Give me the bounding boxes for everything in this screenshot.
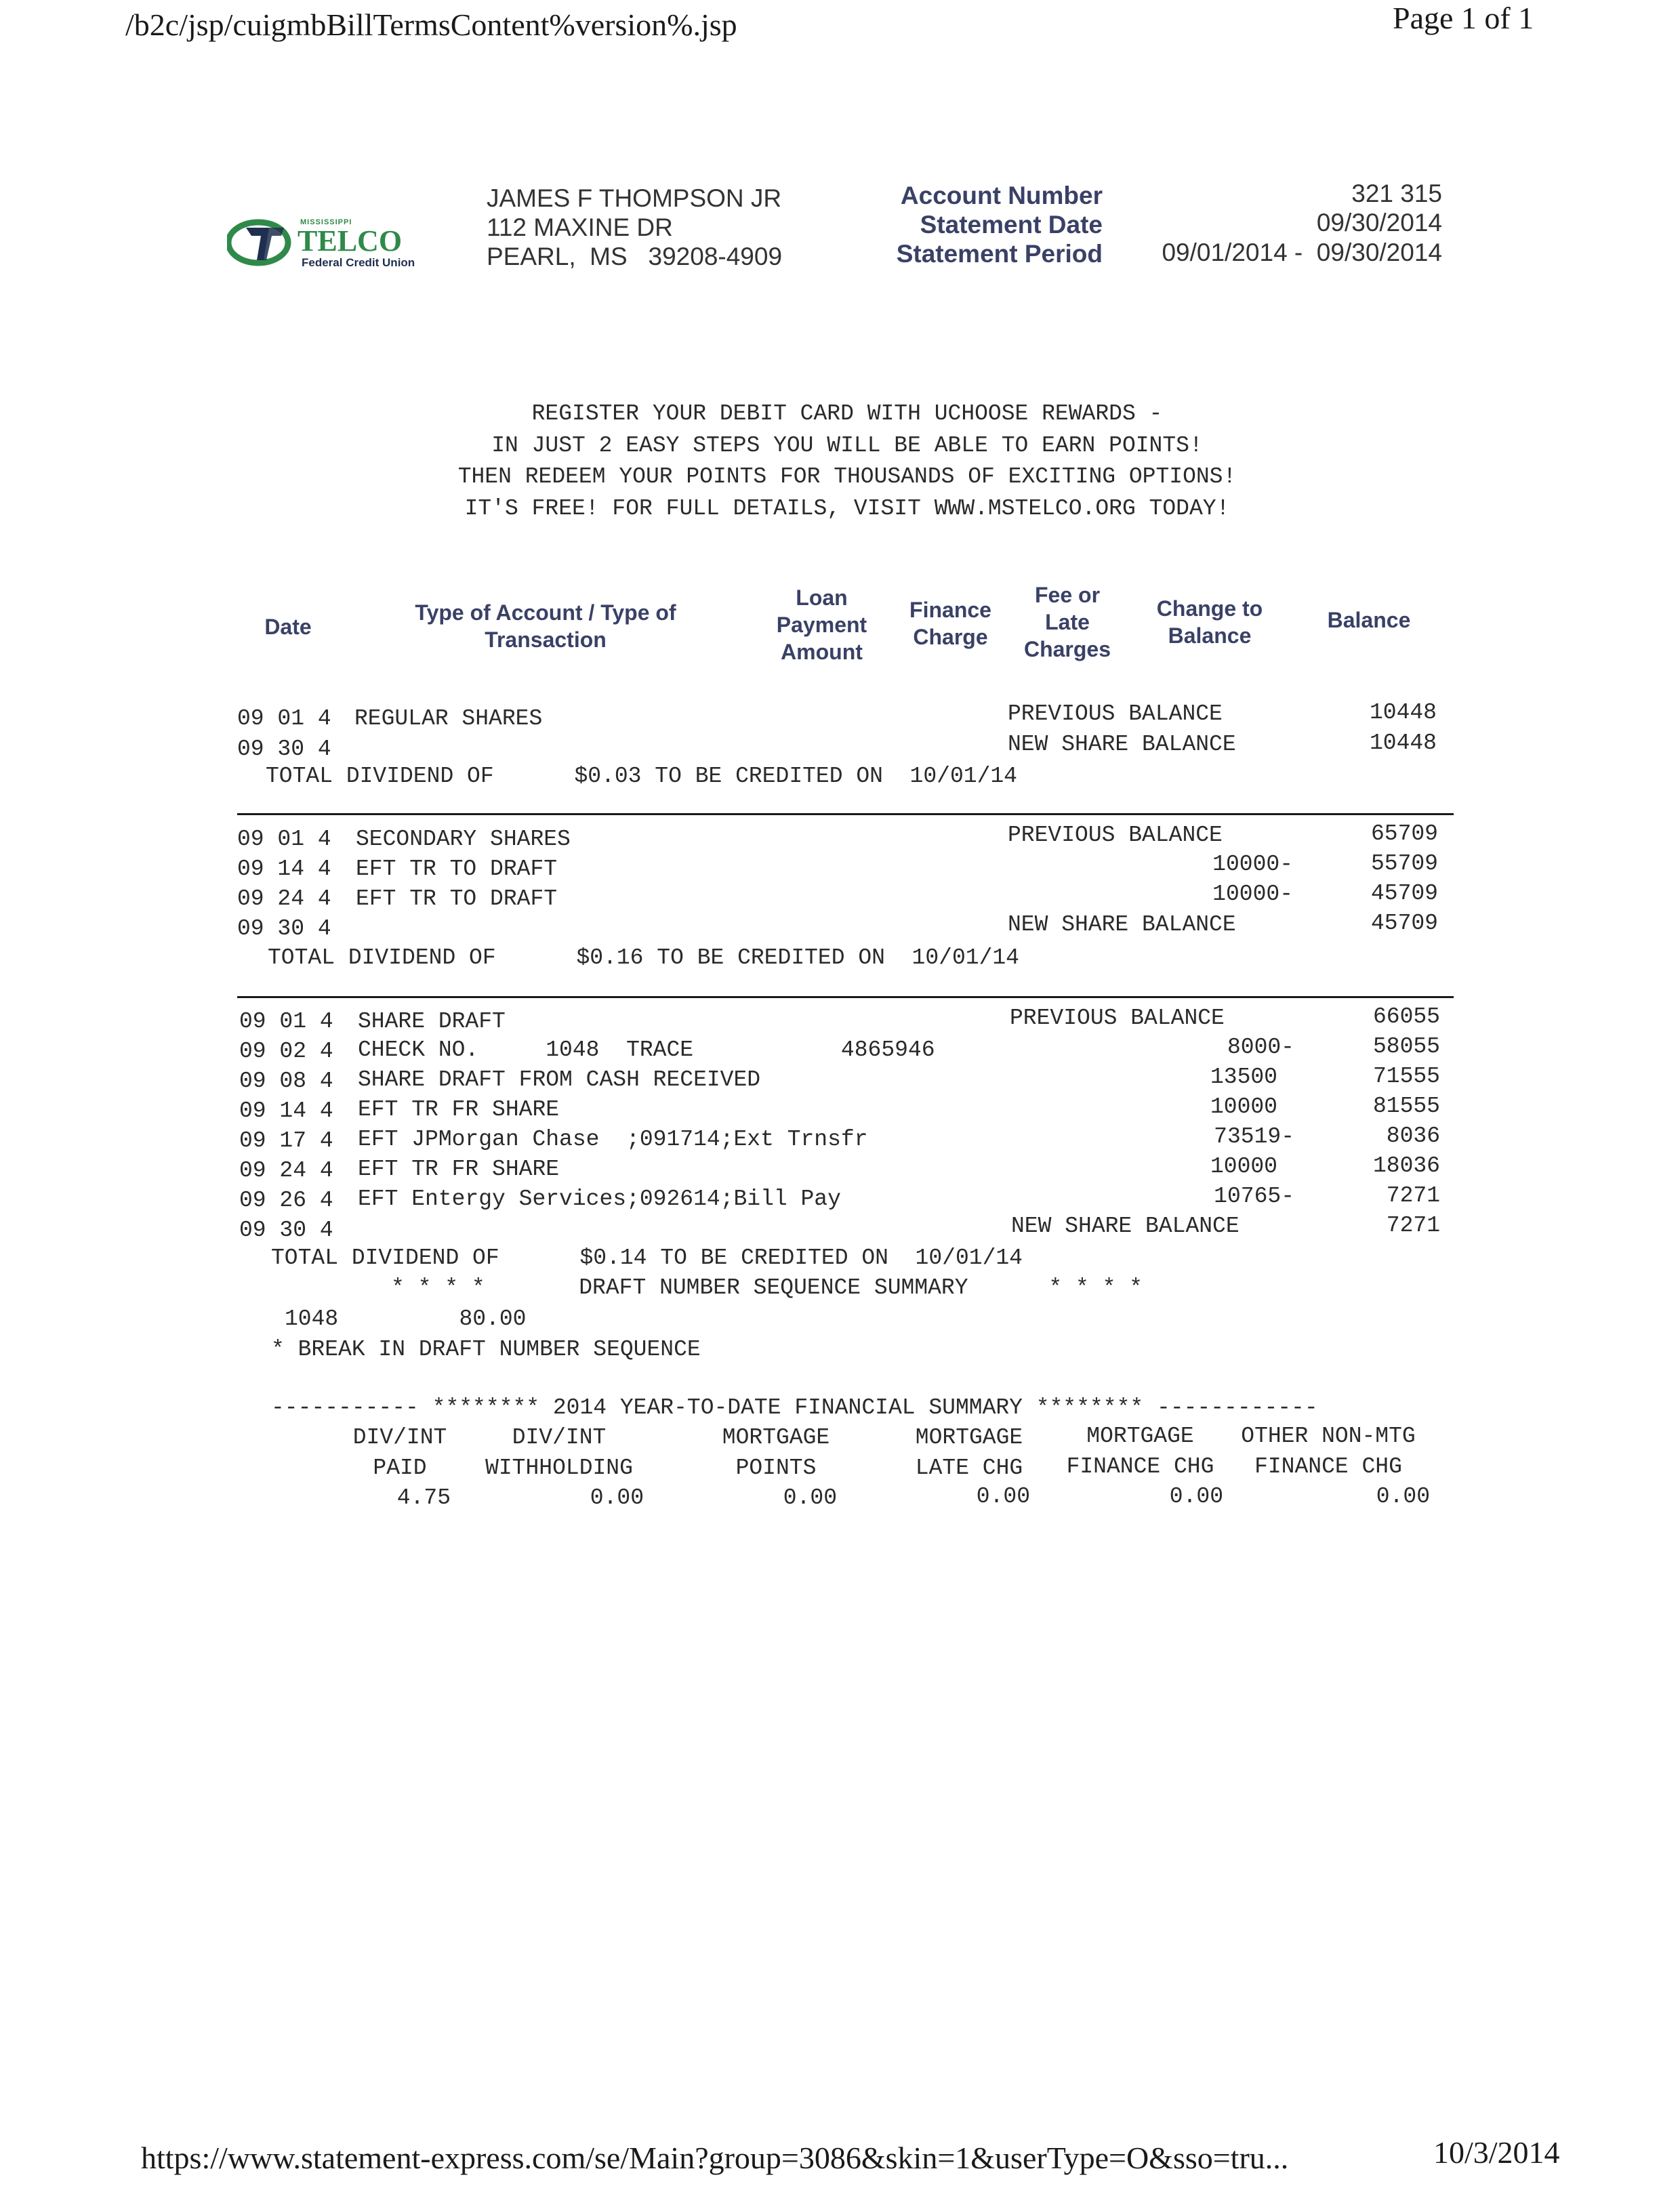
col-header-finance: Finance Charge <box>909 598 991 649</box>
row-date: 09 01 4 <box>237 706 331 731</box>
ytd-col-label: DIV/INT <box>352 1425 447 1450</box>
ytd-col-label: FINANCE CHG <box>1066 1454 1214 1479</box>
row-description: CHECK NO. 1048 TRACE 4865946 <box>358 1037 935 1062</box>
promo-line-2: IN JUST 2 EASY STEPS YOU WILL BE ABLE TO EARN POINTS! <box>491 433 1203 458</box>
row-description: EFT JPMorgan Chase ;091714;Ext Trnsfr <box>358 1127 868 1152</box>
member-city: PEARL, MS 39208-4909 <box>487 243 783 270</box>
row-balance: 58055 <box>1372 1034 1440 1059</box>
row-description: REGULAR SHARES <box>354 706 543 731</box>
ytd-col-label: PAID <box>373 1456 427 1481</box>
ytd-col-label: MORTGAGE <box>915 1425 1023 1450</box>
print-header-path: /b2c/jsp/cuigmbBillTermsContent%version%.jsp <box>125 7 737 42</box>
row-note: PREVIOUS BALANCE <box>1010 1006 1225 1031</box>
row-note: NEW SHARE BALANCE <box>1008 912 1236 937</box>
telco-logo-mark <box>227 215 295 268</box>
row-date: 09 17 4 <box>239 1128 333 1153</box>
row-change: 10000 <box>1210 1094 1277 1119</box>
dividend-line: TOTAL DIVIDEND OF $0.03 TO BE CREDITED ON 10/01/14 <box>266 764 1017 789</box>
ytd-col-label: FINANCE CHG <box>1254 1454 1402 1479</box>
row-balance: 7271 <box>1386 1183 1440 1208</box>
draft-sequence-note: * BREAK IN DRAFT NUMBER SEQUENCE <box>271 1337 701 1362</box>
row-date: 09 08 4 <box>239 1069 333 1094</box>
row-balance: 45709 <box>1370 911 1438 936</box>
col-header-balance: Balance <box>1327 608 1411 632</box>
label-statement-date: Statement Date <box>920 211 1103 239</box>
row-description: EFT TR FR SHARE <box>358 1097 560 1122</box>
row-description: EFT TR TO DRAFT <box>356 886 558 911</box>
row-balance: 18036 <box>1372 1153 1440 1178</box>
row-note: NEW SHARE BALANCE <box>1008 732 1236 757</box>
row-balance: 8036 <box>1386 1123 1440 1149</box>
row-balance: 66055 <box>1372 1004 1440 1029</box>
row-change: 73519- <box>1214 1124 1294 1149</box>
ytd-col-value: 0.00 <box>590 1485 644 1510</box>
row-description: EFT TR TO DRAFT <box>356 856 558 882</box>
row-description: EFT TR FR SHARE <box>358 1157 560 1182</box>
print-footer-date: 10/3/2014 <box>1433 2135 1560 2170</box>
row-date: 09 14 4 <box>237 856 331 882</box>
label-account-number: Account Number <box>900 182 1103 209</box>
promo-line-3: THEN REDEEM YOUR POINTS FOR THOUSANDS OF EXCITING OPTIONS! <box>457 464 1237 489</box>
member-name: JAMES F THOMPSON JR <box>487 184 782 212</box>
statement-date: 09/30/2014 <box>1316 209 1442 236</box>
section-divider <box>237 813 1454 815</box>
ytd-col-label: LATE CHG <box>915 1456 1023 1481</box>
promo-line-1: REGISTER YOUR DEBIT CARD WITH UCHOOSE REWARDS - <box>531 401 1163 426</box>
row-description: SECONDARY SHARES <box>356 827 571 852</box>
row-balance: 65709 <box>1370 821 1438 846</box>
col-header-date: Date <box>264 615 312 639</box>
row-change: 10000 <box>1210 1154 1277 1179</box>
row-date: 09 01 4 <box>239 1009 333 1034</box>
row-note: PREVIOUS BALANCE <box>1008 701 1223 726</box>
col-header-type: Type of Account / Type of Transaction <box>415 600 676 652</box>
col-header-change: Change to Balance <box>1156 596 1263 648</box>
logo-top-text: MISSISSIPPI <box>300 218 352 226</box>
ytd-col-value: 0.00 <box>783 1485 837 1510</box>
row-date: 09 01 4 <box>237 827 331 852</box>
telco-logo <box>227 215 451 270</box>
row-change: 8000- <box>1227 1035 1294 1060</box>
row-change: 13500 <box>1210 1065 1277 1090</box>
ytd-col-label: DIV/INT <box>512 1425 607 1450</box>
row-balance: 10448 <box>1369 730 1437 756</box>
row-change: 10000- <box>1212 882 1293 907</box>
member-street: 112 MAXINE DR <box>487 213 673 241</box>
print-footer-url: https://www.statement-express.com/se/Main?group=3086&skin=1&userType=O&sso=tru... <box>141 2141 1289 2175</box>
row-note: NEW SHARE BALANCE <box>1011 1214 1239 1239</box>
ytd-col-value: 0.00 <box>976 1484 1030 1509</box>
row-description: SHARE DRAFT <box>358 1009 506 1034</box>
promo-line-4: IT'S FREE! FOR FULL DETAILS, VISIT WWW.MSTELCO.ORG TODAY! <box>464 496 1230 521</box>
row-date: 09 24 4 <box>239 1158 333 1183</box>
statement-period: 09/01/2014 - 09/30/2014 <box>1162 239 1442 266</box>
dividend-line: TOTAL DIVIDEND OF $0.14 TO BE CREDITED ON 10/01/14 <box>271 1245 1023 1271</box>
row-balance: 7271 <box>1386 1213 1440 1238</box>
draft-summary-title: * * * * DRAFT NUMBER SEQUENCE SUMMARY * * * * <box>391 1275 1143 1300</box>
row-description: SHARE DRAFT FROM CASH RECEIVED <box>358 1067 761 1092</box>
ytd-col-label: POINTS <box>735 1456 817 1481</box>
section-divider <box>237 996 1454 998</box>
row-balance: 55709 <box>1370 851 1438 876</box>
row-note: PREVIOUS BALANCE <box>1008 823 1223 848</box>
ytd-col-label: OTHER NON-MTG <box>1241 1424 1416 1449</box>
col-header-loan: Loan Payment Amount <box>776 585 867 664</box>
dividend-line: TOTAL DIVIDEND OF $0.16 TO BE CREDITED ON 10/01/14 <box>268 945 1019 970</box>
logo-subtitle: Federal Credit Union <box>302 256 415 269</box>
ytd-summary-title: ----------- ******** 2014 YEAR-TO-DATE FINANCIAL SUMMARY ******** ------------ <box>271 1395 1318 1420</box>
row-change: 10765- <box>1214 1184 1294 1209</box>
row-date: 09 30 4 <box>237 916 331 941</box>
row-date: 09 30 4 <box>237 737 331 762</box>
ytd-col-label: WITHHOLDING <box>485 1456 633 1481</box>
print-header-page: Page 1 of 1 <box>1393 1 1534 35</box>
row-change: 10000- <box>1212 852 1293 877</box>
row-date: 09 24 4 <box>237 886 331 911</box>
ytd-col-label: MORTGAGE <box>722 1425 830 1450</box>
row-balance: 10448 <box>1369 700 1437 725</box>
row-balance: 71555 <box>1372 1064 1440 1089</box>
row-date: 09 02 4 <box>239 1039 333 1064</box>
ytd-col-value: 0.00 <box>1169 1484 1223 1509</box>
row-balance: 81555 <box>1372 1094 1440 1119</box>
row-date: 09 30 4 <box>239 1218 333 1243</box>
ytd-col-label: MORTGAGE <box>1086 1424 1194 1449</box>
row-date: 09 26 4 <box>239 1188 333 1213</box>
row-balance: 45709 <box>1370 881 1438 906</box>
draft-summary-entry: 1048 80.00 <box>285 1306 527 1332</box>
label-statement-period: Statement Period <box>896 240 1103 268</box>
row-description: EFT Entergy Services;092614;Bill Pay <box>358 1186 841 1212</box>
logo-name: TELCO <box>298 224 403 257</box>
account-number: 321 315 <box>1351 180 1442 207</box>
col-header-fee: Fee or Late Charges <box>1023 583 1111 661</box>
ytd-col-value: 4.75 <box>396 1485 451 1510</box>
ytd-col-value: 0.00 <box>1376 1484 1430 1509</box>
row-date: 09 14 4 <box>239 1098 333 1123</box>
